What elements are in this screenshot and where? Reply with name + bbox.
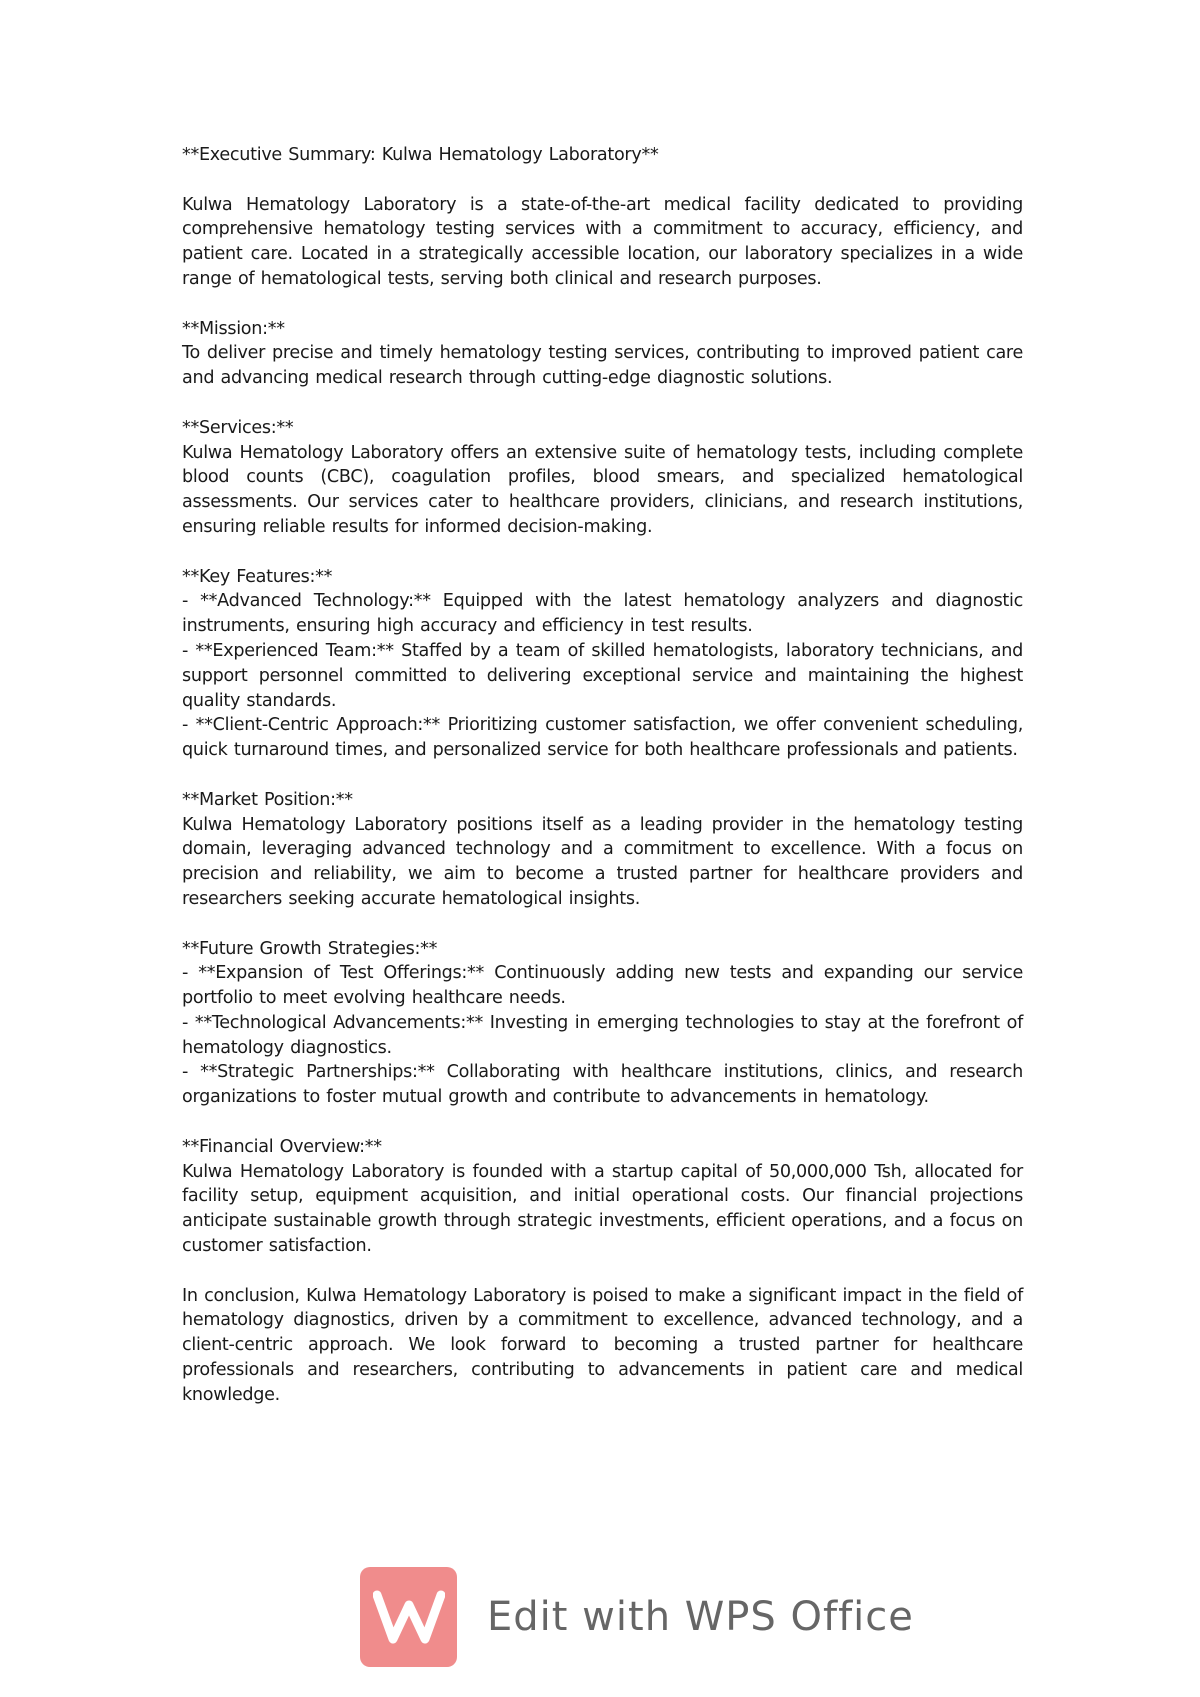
- title-block: [182, 143, 1023, 168]
- market-position-section: [182, 788, 1023, 912]
- key-feature-item: - **Experienced Team:** Staffed by a team of skilled hematologists, laboratory technicians, and support personnel committed to delivering exceptional service and maintaining the highest quality standards.: [182, 640, 1023, 711]
- key-feature-item: - **Advanced Technology:** Equipped with the latest hematology analyzers and diagnostic instruments, ensuring high accuracy and efficiency in test results.: [182, 591, 1023, 637]
- financial-overview-section: [182, 1135, 1023, 1259]
- growth-strategies-heading: **Future Growth Strategies:**: [182, 938, 438, 959]
- wps-watermark-text: Edit with WPS Office: [487, 1594, 914, 1640]
- growth-strategy-item: - **Technological Advancements:** Investing in emerging technologies to stay at the forefront of hematology diagnostics.: [182, 1012, 1023, 1058]
- key-features-section: [182, 565, 1023, 763]
- mission-heading: **Mission:**: [182, 318, 285, 339]
- growth-strategy-item: - **Strategic Partnerships:** Collaborating with healthcare institutions, clinics, and research organizations to foster mutual growth and contribute to advancements in hematology.: [182, 1062, 1023, 1108]
- services-text: Kulwa Hematology Laboratory offers an extensive suite of hematology tests, including complete blood counts (CBC), coagulation profiles, blood smears, and specialized hematological assessments. Our services cater to healthcare providers, clinicians, and research institutions, ensuring reliable results for informed decision-making.: [182, 442, 1023, 537]
- conclusion-text: In conclusion, Kulwa Hematology Laboratory is poised to make a significant impact in the field of hematology diagnostics, driven by a commitment to excellence, advanced technology, and a client-centric approach. We look forward to becoming a trusted partner for healthcare professionals and researchers, contributing to advancements in patient care and medical knowledge.: [182, 1285, 1023, 1405]
- wps-w-logo-icon: [360, 1567, 457, 1667]
- wps-watermark[interactable]: [360, 1567, 914, 1667]
- document-body: [182, 143, 1023, 1432]
- financial-overview-text: Kulwa Hematology Laboratory is founded with a startup capital of 50,000,000 Tsh, allocated for facility setup, equipment acquisition, and initial operational costs. Our financial projections anticipate sustainable growth through strategic investments, efficient operations, and a focus on customer satisfaction.: [182, 1161, 1023, 1257]
- key-features-heading: **Key Features:**: [182, 566, 333, 587]
- key-feature-item: - **Client-Centric Approach:** Prioritizing customer satisfaction, we offer convenient scheduling, quick turnaround times, and personalized service for both healthcare professionals and patients.: [182, 715, 1023, 761]
- mission-section: [182, 317, 1023, 391]
- services-heading: **Services:**: [182, 417, 294, 438]
- market-position-text: Kulwa Hematology Laboratory positions itself as a leading provider in the hematology testing domain, leveraging advanced technology and a commitment to excellence. With a focus on precision and reliability, we aim to become a trusted partner for healthcare providers and researchers seeking accurate hematological insights.: [182, 814, 1023, 909]
- growth-strategies-section: [182, 937, 1023, 1111]
- services-section: [182, 416, 1023, 540]
- financial-overview-heading: **Financial Overview:**: [182, 1136, 382, 1157]
- intro-paragraph: Kulwa Hematology Laboratory is a state-of-the-art medical facility dedicated to providing comprehensive hematology testing services with a commitment to accuracy, efficiency, and patient care. Located in a strategically accessible location, our laboratory specializes in a wide range of hematological tests, serving both clinical and research purposes.: [182, 194, 1023, 289]
- conclusion-section: [182, 1284, 1023, 1408]
- market-position-heading: **Market Position:**: [182, 789, 353, 810]
- document-title: **Executive Summary: Kulwa Hematology Laboratory**: [182, 145, 659, 165]
- intro-block: [182, 193, 1023, 292]
- growth-strategy-item: - **Expansion of Test Offerings:** Continuously adding new tests and expanding our service portfolio to meet evolving healthcare needs.: [182, 963, 1023, 1009]
- mission-text: To deliver precise and timely hematology testing services, contributing to improved patient care and advancing medical research through cutting-edge diagnostic solutions.: [182, 343, 1023, 389]
